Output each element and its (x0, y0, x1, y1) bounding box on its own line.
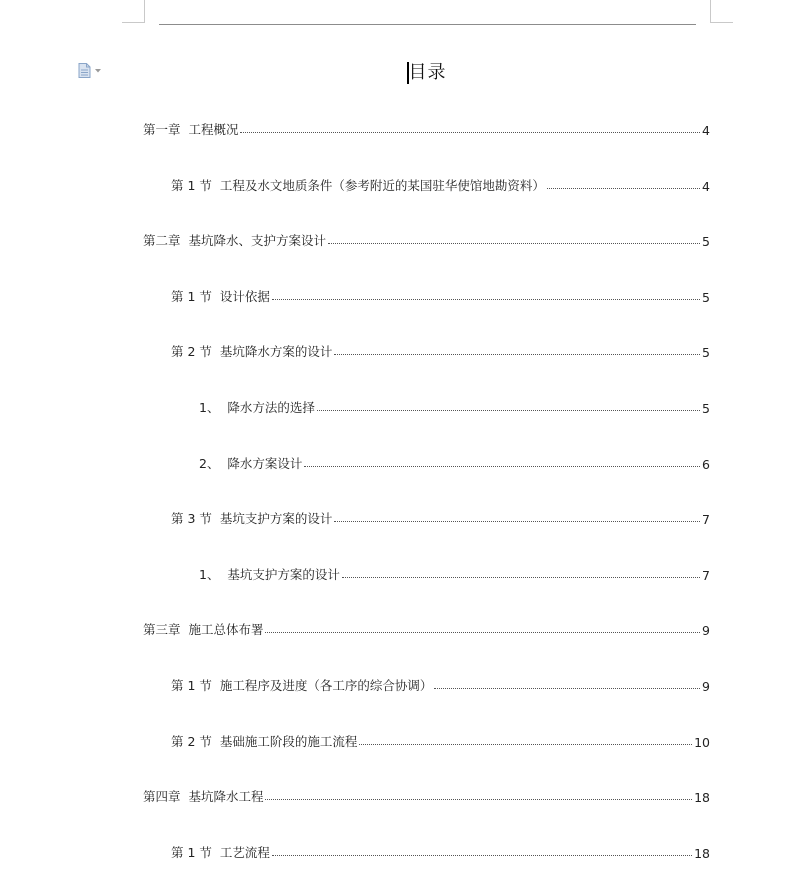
toc-leader-dots (304, 466, 700, 467)
toc-page-number: 18 (694, 790, 710, 805)
toc-entry[interactable] (143, 229, 710, 249)
toc-page-number: 5 (702, 234, 710, 249)
toc-entry[interactable] (171, 340, 710, 360)
toc-leader-dots (265, 799, 692, 800)
toc-entry[interactable] (171, 730, 710, 750)
toc-entry[interactable] (199, 563, 710, 583)
toc-entry-label: 第 2 节 基础施工阶段的施工流程 (171, 734, 358, 749)
toc-leader-dots (272, 855, 692, 856)
toc-leader-dots (434, 688, 700, 689)
toc-entry[interactable] (171, 285, 710, 305)
toc-leader-dots (342, 577, 700, 578)
toc-page-number: 10 (694, 735, 710, 750)
toc-leader-dots (359, 744, 692, 745)
toc-entry-label: 1、 降水方法的选择 (199, 400, 315, 415)
toc-entry-label: 第 1 节 工程及水文地质条件（参考附近的某国驻华使馆地勘资料） (171, 178, 545, 193)
toc-entry[interactable] (171, 174, 710, 194)
toc-entry-label: 第三章 施工总体布署 (143, 622, 264, 637)
toc-entry[interactable] (199, 396, 710, 416)
toc-leader-dots (334, 521, 700, 522)
toc-page-number: 7 (702, 512, 710, 527)
toc-page-number: 7 (702, 568, 710, 583)
toc-entry-label: 第 3 节 基坑支护方案的设计 (171, 511, 333, 526)
toc-entry-label: 第二章 基坑降水、支护方案设计 (143, 233, 326, 248)
toc-entry[interactable] (171, 507, 710, 527)
toc-entry-label: 第一章 工程概况 (143, 122, 239, 137)
toc-entry[interactable] (143, 785, 710, 805)
page-corner-mark-right (710, 0, 733, 23)
toc-entry-label: 2、 降水方案设计 (199, 456, 303, 471)
toc-entry-label: 第 1 节 工艺流程 (171, 845, 270, 860)
toc-entry-label: 第 2 节 基坑降水方案的设计 (171, 344, 333, 359)
toc-page-number: 4 (702, 123, 710, 138)
toc-entry-label: 第 1 节 设计依据 (171, 289, 270, 304)
toc-page-number: 4 (702, 179, 710, 194)
toc-entry-label: 第 1 节 施工程序及进度（各工序的综合协调） (171, 678, 433, 693)
toc-page-number: 5 (702, 401, 710, 416)
text-cursor (407, 62, 409, 84)
toc-page-number: 5 (702, 345, 710, 360)
page-title[interactable]: 目录 (408, 62, 447, 83)
toc-page-number: 9 (702, 679, 710, 694)
header-line (159, 24, 696, 25)
toc-entry[interactable] (143, 118, 710, 138)
toc-entry-label: 1、 基坑支护方案的设计 (199, 567, 340, 582)
toc-leader-dots (334, 354, 700, 355)
toc-leader-dots (547, 188, 700, 189)
toc-page-number: 6 (702, 457, 710, 472)
toc-page-number: 9 (702, 623, 710, 638)
toc-page-number: 5 (702, 290, 710, 305)
toc-entry-label: 第四章 基坑降水工程 (143, 789, 264, 804)
toc-leader-dots (272, 299, 700, 300)
toc-entry[interactable] (171, 674, 710, 694)
toc-entry[interactable] (199, 452, 710, 472)
toc-leader-dots (265, 632, 700, 633)
toc-entry[interactable] (143, 618, 710, 638)
page-corner-mark-left (122, 0, 145, 23)
toc-leader-dots (317, 410, 700, 411)
toc-entry[interactable] (171, 841, 710, 861)
toc-page-number: 18 (694, 846, 710, 861)
toc-leader-dots (240, 132, 700, 133)
toc-leader-dots (328, 243, 700, 244)
